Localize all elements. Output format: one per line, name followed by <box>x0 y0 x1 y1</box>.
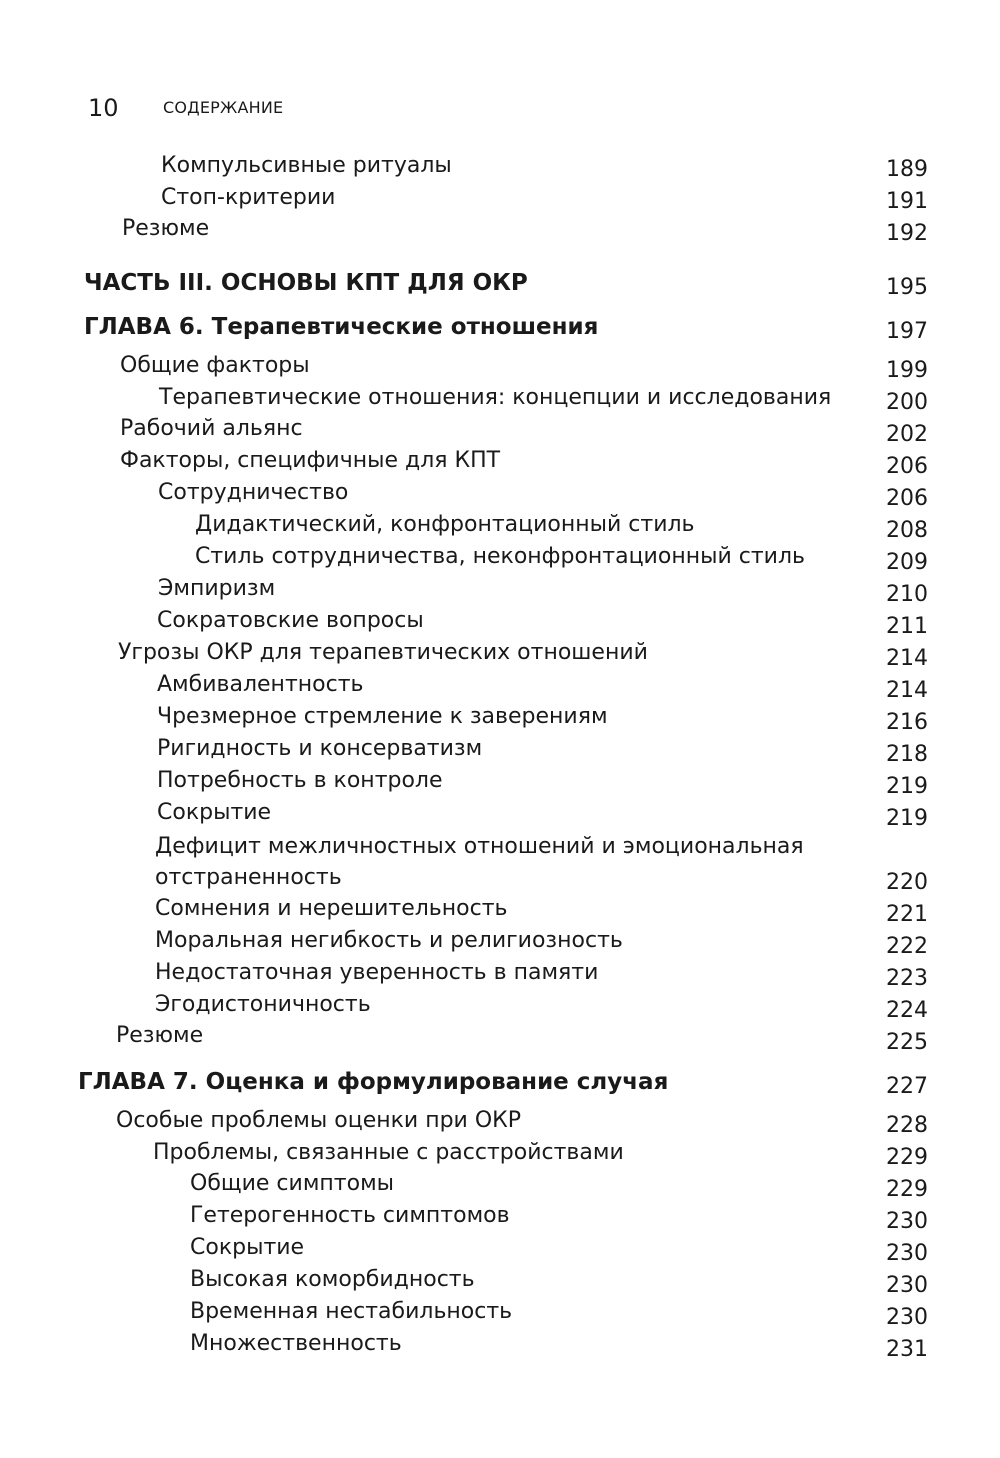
toc-chapter-heading: ГЛАВА 6. Терапевтические отношения <box>84 314 599 340</box>
toc-entry-page: 222 <box>886 934 928 959</box>
toc-entry-title: Ригидность и консерватизм <box>157 736 483 761</box>
toc-entry-page: 189 <box>886 157 928 182</box>
toc-entry-title: Эмпиризм <box>158 576 276 601</box>
toc-entry-page: 231 <box>886 1337 928 1362</box>
toc-entry-title: Чрезмерное стремление к заверениям <box>157 704 608 729</box>
toc-entry-title: Дидактический, конфронтационный стиль <box>195 512 695 537</box>
toc-entry-title: Стоп-критерии <box>161 185 336 210</box>
toc-entry-page: 192 <box>886 221 928 246</box>
toc-entry-page: 228 <box>886 1113 928 1138</box>
toc-entry-page: 225 <box>886 1030 928 1055</box>
toc-entry-title: Сократовские вопросы <box>157 608 424 633</box>
toc-entry-title: Эгодистоничность <box>155 992 371 1017</box>
toc-entry-page: 206 <box>886 454 928 479</box>
toc-entry-page: 199 <box>886 358 928 383</box>
toc-entry-page: 216 <box>886 710 928 735</box>
toc-entry-page: 195 <box>886 275 928 300</box>
toc-entry-page: 209 <box>886 550 928 575</box>
toc-entry-page: 219 <box>886 774 928 799</box>
toc-entry-page: 197 <box>886 319 928 344</box>
toc-entry-page: 211 <box>886 614 928 639</box>
toc-entry-page: 220 <box>886 870 928 895</box>
toc-entry-page: 219 <box>886 806 928 831</box>
toc-entry-page: 229 <box>886 1145 928 1170</box>
toc-entry-title-continued: отстраненность <box>155 865 342 890</box>
toc-entry-title: Угрозы ОКР для терапевтических отношений <box>118 640 648 665</box>
toc-entry-page: 230 <box>886 1305 928 1330</box>
toc-entry-page: 206 <box>886 486 928 511</box>
toc-entry-title: Терапевтические отношения: концепции и исследования <box>159 385 832 410</box>
toc-entry-page: 210 <box>886 582 928 607</box>
toc-entry-page: 200 <box>886 390 928 415</box>
toc-entry-title: Компульсивные ритуалы <box>161 153 452 178</box>
toc-entry-page: 218 <box>886 742 928 767</box>
toc-entry-page: 230 <box>886 1209 928 1234</box>
toc-entry-title: Потребность в контроле <box>157 768 443 793</box>
toc-entry-page: 214 <box>886 646 928 671</box>
toc-entry-title: Рабочий альянс <box>120 416 303 441</box>
toc-entry-page: 230 <box>886 1241 928 1266</box>
toc-entry-title: Сокрытие <box>190 1235 305 1260</box>
toc-entry-title: Стиль сотрудничества, неконфронтационный стиль <box>195 544 805 569</box>
toc-entry-title: Гетерогенность симптомов <box>190 1203 510 1228</box>
toc-entry-page: 230 <box>886 1273 928 1298</box>
toc-entry-title: Особые проблемы оценки при ОКР <box>116 1108 522 1133</box>
toc-entry-title: Временная нестабильность <box>190 1299 513 1324</box>
toc-entry-title: Резюме <box>116 1023 204 1048</box>
toc-part-heading: ЧАСТЬ III. ОСНОВЫ КПТ ДЛЯ ОКР <box>84 270 528 296</box>
toc-entry-title: Общие симптомы <box>190 1171 395 1196</box>
toc-entry-title: Резюме <box>122 216 210 241</box>
toc-entry-page: 208 <box>886 518 928 543</box>
toc-entry-page: 214 <box>886 678 928 703</box>
toc-entry-title: Сомнения и нерешительность <box>155 896 508 921</box>
toc-entry-title: Факторы, специфичные для КПТ <box>120 448 501 473</box>
toc-entry-title: Сокрытие <box>157 800 272 825</box>
toc-entry-page: 221 <box>886 902 928 927</box>
toc-entry-title: Множественность <box>190 1331 402 1356</box>
toc-entry-page: 227 <box>886 1074 928 1099</box>
running-title: СОДЕРЖАНИЕ <box>163 98 284 117</box>
toc-entry-page: 229 <box>886 1177 928 1202</box>
toc-entry-title: Высокая коморбидность <box>190 1267 475 1292</box>
page-number: 10 <box>88 94 119 122</box>
toc-entry-title: Моральная негибкость и религиозность <box>155 928 623 953</box>
toc-entry-page: 224 <box>886 998 928 1023</box>
toc-chapter-heading: ГЛАВА 7. Оценка и формулирование случая <box>78 1069 669 1095</box>
toc-entry-page: 223 <box>886 966 928 991</box>
toc-entry-page: 202 <box>886 422 928 447</box>
toc-entry-title: Проблемы, связанные с расстройствами <box>153 1140 624 1165</box>
toc-entry-title: Недостаточная уверенность в памяти <box>155 960 599 985</box>
toc-entry-page: 191 <box>886 189 928 214</box>
toc-entry-title: Амбивалентность <box>157 672 364 697</box>
toc-entry-title: Дефицит межличностных отношений и эмоциональная <box>155 834 804 859</box>
toc-entry-title: Сотрудничество <box>158 480 349 505</box>
toc-entry-title: Общие факторы <box>120 353 310 378</box>
